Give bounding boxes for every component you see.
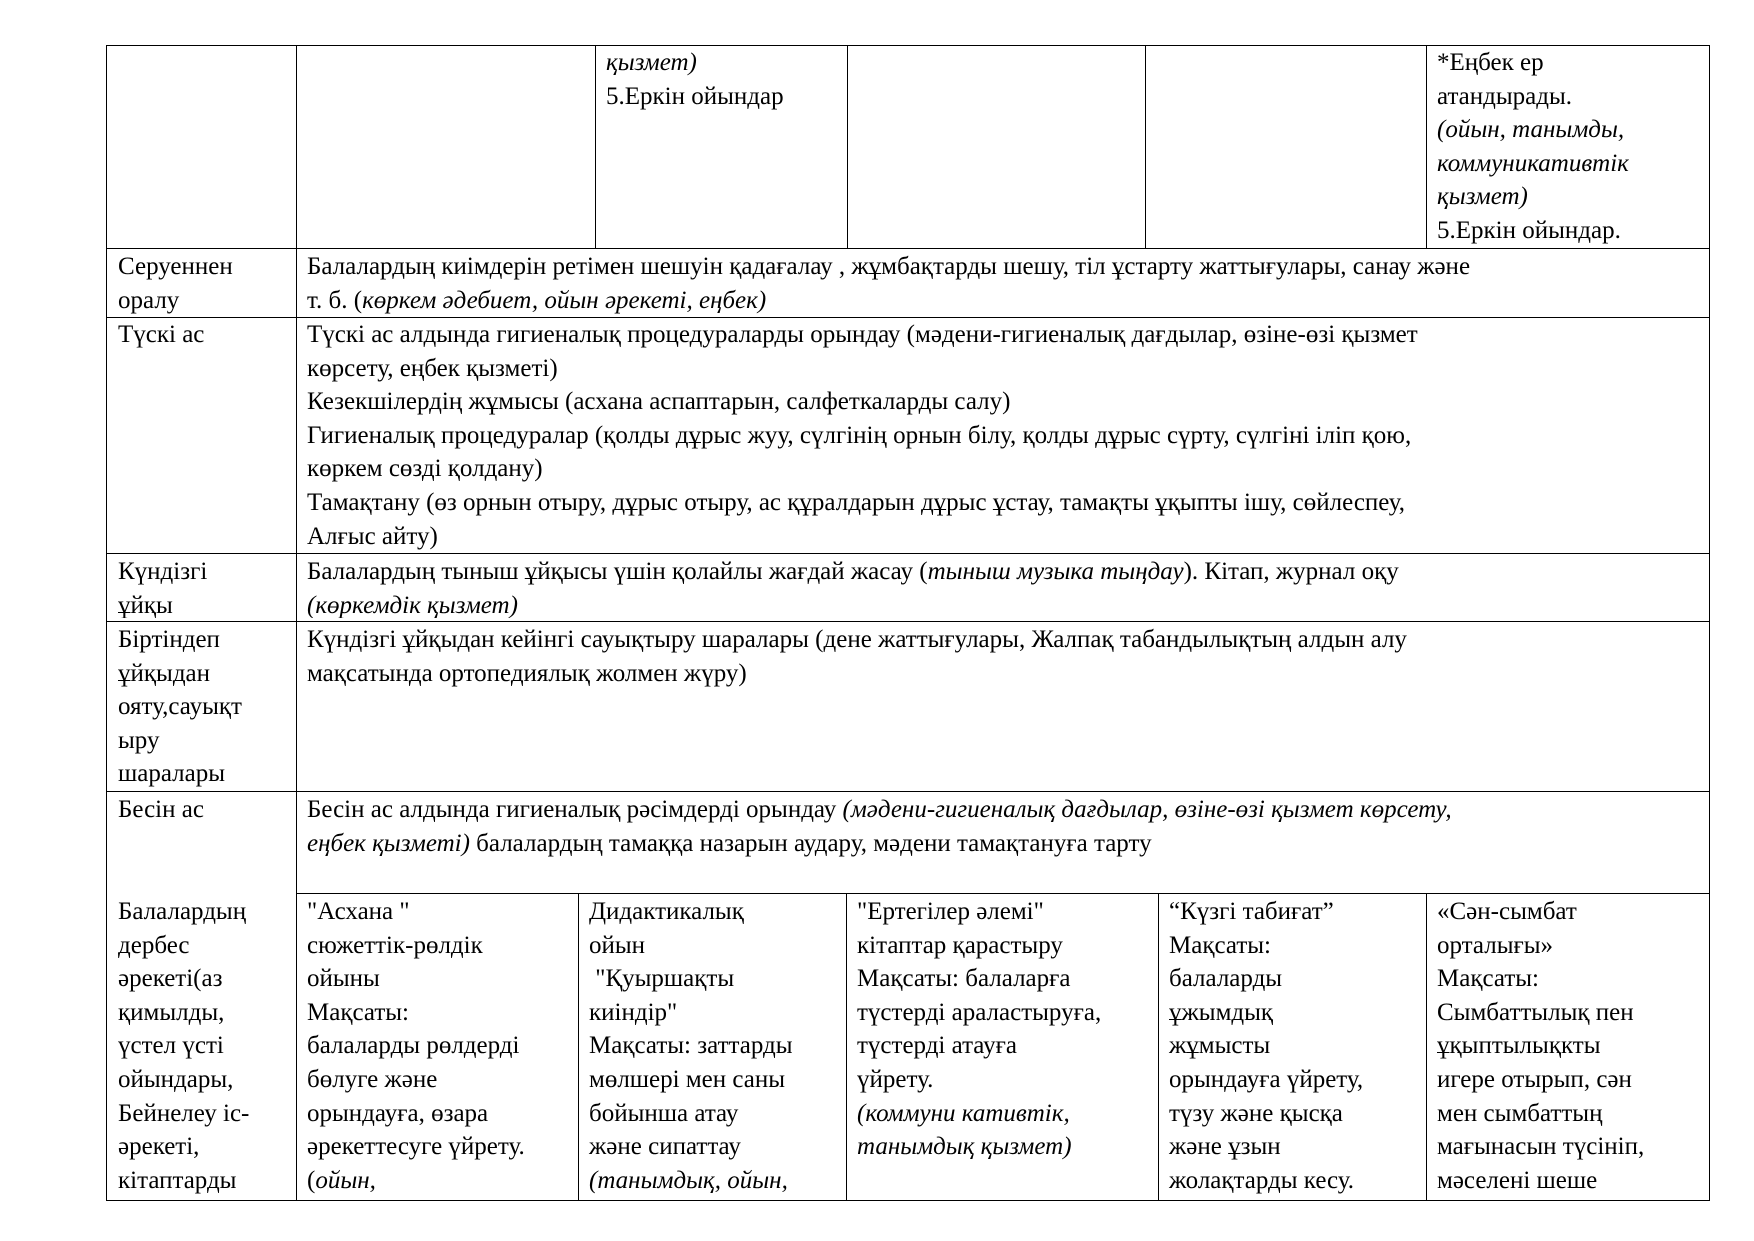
cell-text: Мақсаты: (307, 998, 409, 1026)
cell-text: Мақсаты: (1169, 931, 1271, 959)
cell-text: “Күзгі табиғат” (1169, 898, 1334, 925)
row-label-return-walk (108, 250, 296, 316)
plain-text: т. б. ( (307, 286, 363, 314)
italic-text: көркем әдебиет, ойын әрекеті, еңбек) (362, 286, 767, 314)
cell-text: "Ертегілер әлемі" (857, 898, 1044, 925)
italic-text: тыныш музыка тыңдау (927, 558, 1184, 585)
row-content-lunch (297, 318, 1707, 550)
independent-col5-cell (1159, 895, 1425, 1200)
label-text: Біртіндеп (118, 626, 220, 653)
row-divider (106, 553, 1710, 554)
row-content-nap (297, 555, 1707, 618)
cell-text: мен сымбаттың (1437, 1099, 1603, 1127)
italic-text: (танымдық, ойын, (589, 1166, 788, 1194)
cell-text: 5.Еркін ойындар. (1437, 216, 1621, 244)
cell-text: Сымбаттылық пен (1437, 998, 1634, 1026)
cell-text: «Сән-сымбат (1437, 898, 1577, 925)
cell-text: түстерді араластыруға, (857, 998, 1102, 1026)
row-label-independent (108, 895, 296, 1200)
italic-text: (коммуни кативтік, (857, 1099, 1070, 1127)
plain-text: Бесін ас алдында гигиеналық рәсімдерді орындау (307, 796, 843, 823)
row-content-wakeup (297, 623, 1707, 790)
row-content-snack (297, 793, 1707, 889)
cell-text: ойын (589, 931, 646, 959)
cell-text: үйрету. (857, 1065, 934, 1093)
top-row-col6-cell (1428, 46, 1708, 246)
cell-text (307, 1164, 567, 1198)
cell-text: ойыны (307, 965, 380, 993)
cell-text: *Еңбек ер (1437, 49, 1544, 76)
plain-text: балалардың тамаққа назарын аудару, мәдени тамақтануға тарту (469, 829, 1152, 857)
label-text: әрекеті(аз (118, 965, 223, 993)
content-text: Тамақтану (өз орнын отыру, дұрыс отыру, ас құралдарын дұрыс ұстау, тамақты ұқыпты ішу, сөйлеспеу, (307, 488, 1406, 516)
independent-col2-cell (297, 895, 577, 1200)
row-label-lunch (108, 318, 296, 550)
column-divider (847, 45, 848, 249)
label-text: ыру (118, 726, 160, 754)
row-label-nap (108, 555, 296, 618)
label-text: әрекеті, (118, 1133, 200, 1161)
cell-text: және ұзын (1169, 1133, 1281, 1161)
cell-text: қызмет) (1437, 183, 1528, 211)
label-text: Серуеннен (118, 253, 233, 280)
content-text: Балалардың киімдерін ретімен шешуін қадағалау , жұмбақтарды шешу, тіл ұстарту жаттығулары, санау және (307, 253, 1471, 280)
italic-text: (мәдени-гигиеналық дағдылар, өзіне-өзі қызмет көрсету, (842, 796, 1452, 823)
table-border-left (106, 45, 107, 1201)
table-border-bottom (106, 1200, 1710, 1201)
cell-text: балаларды (1169, 965, 1283, 993)
cell-text: орталығы» (1437, 931, 1554, 959)
column-divider (1145, 45, 1146, 249)
independent-col4-cell (847, 895, 1157, 1200)
label-text: ұйқы (118, 591, 173, 618)
cell-text: орындауға, өзара (307, 1099, 489, 1127)
label-text: кітаптарды (118, 1166, 237, 1194)
cell-text: мәселені шеше (1437, 1166, 1598, 1194)
italic-text: еңбек қызметі) (307, 829, 470, 857)
independent-col3-cell (579, 895, 845, 1200)
cell-text: бөлуге және (307, 1065, 438, 1093)
column-divider (1426, 45, 1427, 249)
row-divider (296, 893, 1710, 894)
cell-text: мағынасын түсініп, (1437, 1133, 1645, 1161)
cell-text: әрекеттесуге үйрету. (307, 1133, 525, 1161)
label-text: ойындары, (118, 1065, 234, 1093)
italic-text: (көркемдік қызмет) (307, 591, 518, 618)
italic-text: ойын, (315, 1166, 376, 1194)
row-divider (106, 621, 1710, 622)
cell-text: мөлшері мен саны (589, 1065, 786, 1093)
cell-text: түстерді атауға (857, 1032, 1017, 1060)
content-text: Кезекшілердің жұмысы (асхана аспаптарын, салфеткаларды салу) (307, 388, 1011, 416)
cell-text: жолақтарды кесу. (1169, 1166, 1355, 1194)
top-row-col3-cell (597, 46, 847, 246)
table-border-right (1709, 45, 1710, 1201)
cell-text: түзу және қысқа (1169, 1099, 1343, 1127)
content-text: Алғыс айту) (307, 522, 438, 550)
cell-text: атандырады. (1437, 82, 1573, 110)
plain-text: Балалардың тыныш ұйқысы үшін қолайлы жағдай жасау ( (307, 558, 928, 585)
label-text: Бейнелеу іс- (118, 1099, 250, 1127)
content-text: Гигиеналық процедуралар (қолды дұрыс жуу, сүлгінің орнын білу, қолды дұрыс сүрту, сүлгіні іліп қою, (307, 421, 1412, 449)
cell-text: жұмысты (1169, 1032, 1271, 1060)
plain-text: ). Кітап, журнал оқу (1183, 558, 1399, 585)
italic-text: танымдық қызмет) (857, 1133, 1072, 1161)
content-text (307, 284, 1697, 316)
label-text: шаралары (118, 760, 226, 788)
column-divider (595, 45, 596, 249)
cell-text: киіндір" (589, 998, 678, 1026)
independent-col6-cell (1427, 895, 1709, 1200)
cell-text: Мақсаты: балаларға (857, 965, 1071, 993)
cell-text: игере отырып, сән (1437, 1065, 1632, 1093)
content-text: Күндізгі ұйқыдан кейінгі сауықтыру шаралары (дене жаттығулары, Жалпақ табандылықтың алдын алу (307, 626, 1407, 653)
label-text: Бесін ас (118, 796, 204, 823)
content-text: көрсету, еңбек қызметі) (307, 354, 558, 382)
cell-text: (ойын, танымды, (1437, 116, 1625, 144)
label-text: үстел үсті (118, 1032, 224, 1060)
label-text: дербес (118, 931, 190, 959)
cell-text: "Қуыршақты (589, 965, 735, 993)
cell-text: ұжымдық (1169, 998, 1274, 1026)
content-text (307, 555, 1697, 589)
row-label-snack (108, 793, 296, 889)
cell-text: кітаптар қарастыру (857, 931, 1063, 959)
cell-text: балаларды рөлдерді (307, 1032, 520, 1060)
row-divider (106, 248, 1710, 249)
label-text: Балалардың (118, 898, 247, 925)
content-text (307, 793, 1697, 827)
row-label-wakeup (108, 623, 296, 790)
row-divider (106, 791, 1710, 792)
label-text: ұйқыдан (118, 659, 211, 687)
cell-text: 5.Еркін ойындар (606, 82, 784, 110)
plain-text: ( (307, 1166, 316, 1194)
cell-text: Мақсаты: заттарды (589, 1032, 793, 1060)
cell-text: "Асхана " (307, 898, 410, 925)
content-text: Түскі ас алдында гигиеналық процедураларды орындау (мәдени-гигиеналық дағдылар, өзіне-өзі қызмет (307, 321, 1418, 348)
label-text: оралу (118, 286, 180, 314)
label-text: Түскі ас (118, 321, 205, 348)
cell-text: қызмет) (606, 49, 697, 76)
cell-text: Мақсаты: (1437, 965, 1539, 993)
cell-text: сюжеттік-рөлдік (307, 931, 483, 959)
label-text: ояту,сауықт (118, 693, 242, 721)
cell-text: бойынша атау (589, 1099, 739, 1127)
cell-text: орындауға үйрету, (1169, 1065, 1364, 1093)
cell-text: ұқыптылықкты (1437, 1032, 1601, 1060)
content-text: мақсатында ортопедиялық жолмен жүру) (307, 659, 747, 687)
row-content-return-walk (297, 250, 1707, 316)
cell-text: коммуникативтік (1437, 149, 1629, 177)
label-text: Күндізгі (118, 558, 208, 585)
content-text (307, 827, 1697, 861)
cell-text: және сипаттау (589, 1133, 741, 1161)
content-text: көркем сөзді қолдану) (307, 455, 543, 483)
label-text: қимылды, (118, 998, 225, 1026)
cell-text: Дидактикалық (589, 898, 744, 925)
